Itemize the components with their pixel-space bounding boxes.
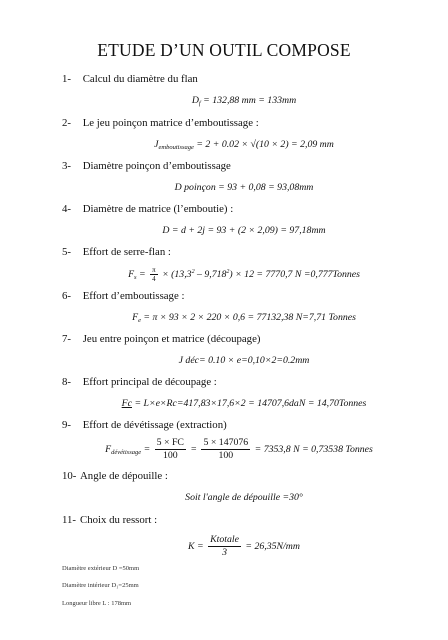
formula-blank-diameter: $D_f = 132,88$ mm = 133mm xyxy=(191,95,297,107)
section-3-heading: 3- Diamètre poinçon d’emboutissage xyxy=(62,160,231,172)
page-title: ETUDE D’UN OUTIL COMPOSE xyxy=(97,40,351,60)
formula-cutting-clearance: J déc= 0.10 × e=0,10×2=0.2mm xyxy=(178,355,310,366)
formula-spring-choice: K = $\frac{\text{Ktotale}}{3}$ = 26,35N/mm xyxy=(188,534,300,558)
formula-drawing-force: $F_e = \pi \times 93 \times 2 \times 220 \times 0,6 = 77132,38$ N=7,71 Tonnes xyxy=(132,312,356,324)
note-free-length: Longueur libre L : 178mm xyxy=(62,600,132,607)
section-1-heading: 1- Calcul du diamètre du flan xyxy=(62,73,198,85)
note-inner-diameter: Diamètre intérieur D₁=25mm xyxy=(62,582,139,589)
section-11-heading: 11- Choix du ressort : xyxy=(62,514,158,526)
section-9-heading: 9- Effort de dévétissage (extraction) xyxy=(62,419,227,431)
formula-blankholder-force: $F_s$ = $\frac{\pi}{4}$ × $(13,3^2 - 9,718^2) \times 12 = 7770,7$ N =0,777Tonnes xyxy=(128,266,360,283)
section-6-heading: 6- Effort d’emboutissage : xyxy=(62,290,185,302)
note-outer-diameter: Diamètre extérieur D =50mm xyxy=(62,565,140,572)
section-5-heading: 5- Effort de serre-flan : xyxy=(62,246,171,258)
formula-drawing-clearance: $J_{emboutissage} = 2 + 0.02 \times √(10 \times 2) = 2,09$ mm xyxy=(154,139,334,151)
formula-stripping-force: $F_{dévétissage}$ = $\frac{5 \times FC}{100}$ = $\frac{5 \times 147076}{100}$ = 7353,8 N = 0,73538 Tonnes xyxy=(105,437,373,461)
section-4-heading: 4- Diamètre de matrice (l’emboutie) : xyxy=(62,203,234,215)
section-7-heading: 7- Jeu entre poinçon et matrice (découpage) xyxy=(62,333,261,345)
formula-punch-diameter: D poinçon = 93 + 0,08 = 93,08mm xyxy=(174,182,314,193)
section-2-heading: 2- Le jeu poinçon matrice d’emboutissage : xyxy=(62,117,259,129)
formula-die-diameter: D = d + 2j = 93 + (2 × 2,09) = 97,18mm xyxy=(162,225,326,236)
formula-draft-angle: Soit l'angle de dépouille =30° xyxy=(185,492,303,503)
section-10-heading: 10- Angle de dépouille : xyxy=(62,470,168,482)
section-8-heading: 8- Effort principal de découpage : xyxy=(62,376,217,388)
formula-cutting-force: Fc = L×e×Rc=417,83×17,6×2 = 14707,6daN = 14,70Tonnes xyxy=(121,398,367,409)
